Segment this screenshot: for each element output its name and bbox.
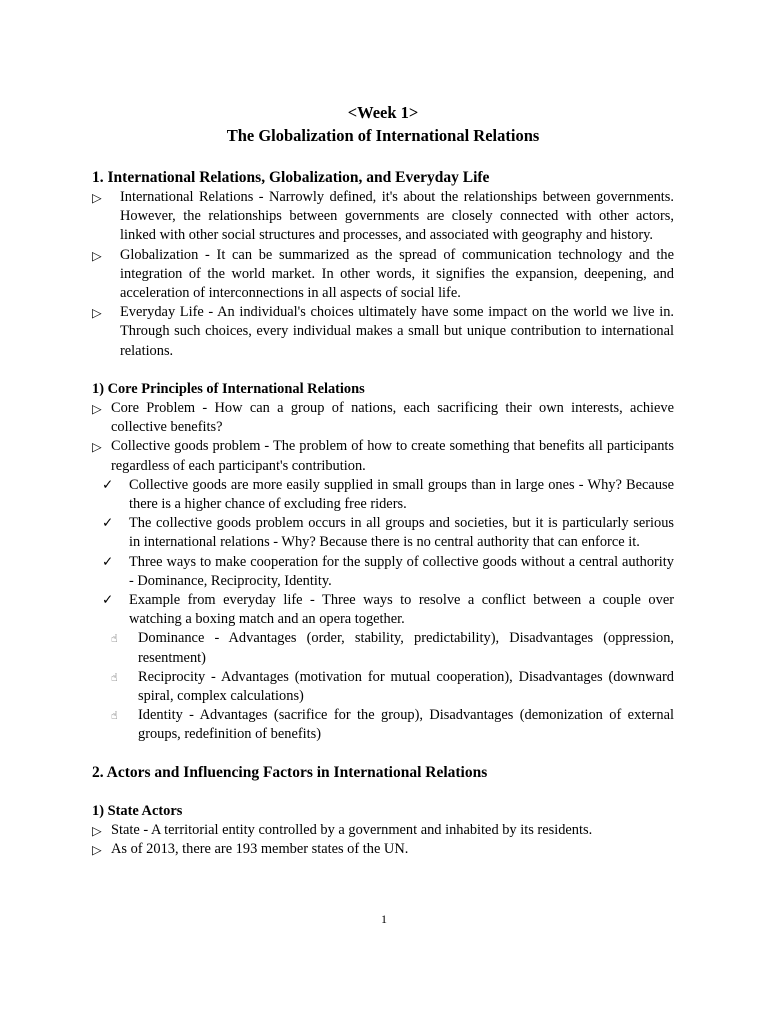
list-item bbox=[92, 821, 674, 840]
check-text: Three ways to make cooperation for the supply of collective goods without a central authority - Dominance, Reciprocity, Identity. bbox=[129, 553, 674, 589]
week-label: <Week 1> bbox=[347, 103, 419, 122]
list-item bbox=[92, 840, 674, 859]
subcheck-text: Identity - Advantages (sacrifice for the group), Disadvantages (demonization of external groups, redefinition of benefits) bbox=[138, 707, 674, 743]
check-mark-icon: ✓ bbox=[102, 515, 114, 532]
check-text: Example from everyday life - Three ways to resolve a conflict between a couple over watching a boxing match and an opera together. bbox=[129, 592, 674, 628]
list-item bbox=[92, 629, 674, 667]
list-item bbox=[92, 246, 674, 304]
list-item bbox=[92, 303, 674, 361]
bullet-text: Globalization - It can be summarized as the spread of communication technology and the integration of the world market. In other words, it signifies the expansion, deepening, and acceleration of interconnections in all aspects of social life. bbox=[120, 246, 674, 302]
list-item bbox=[92, 437, 674, 475]
list-item bbox=[92, 706, 674, 744]
triangle-bullet-icon: ▷ bbox=[92, 305, 102, 321]
triangle-bullet-icon: ▷ bbox=[92, 822, 102, 838]
bullet-text: International Relations - Narrowly defined, it's about the relationships between governments. However, the relationships between governments are closely connected with other actors, linked with other social structures and processes, and associated with geography and history. bbox=[120, 189, 674, 244]
subsection-heading: 1) State Actors bbox=[92, 802, 183, 819]
triangle-bullet-icon: ▷ bbox=[92, 401, 102, 417]
list-item bbox=[92, 514, 674, 552]
bullet-text: Collective goods problem - The problem of how to create something that benefits all participants regardless of each participant's contribution. bbox=[111, 438, 674, 474]
triangle-bullet-icon: ▷ bbox=[92, 190, 102, 205]
section-1-heading: 1. International Relations, Globalization, and Everyday Life bbox=[92, 169, 490, 186]
list-item bbox=[92, 399, 674, 437]
section-2-heading: 2. Actors and Influencing Factors in International Relations bbox=[92, 763, 488, 781]
list-item bbox=[92, 476, 674, 514]
document-page bbox=[92, 101, 674, 859]
bullet-text: As of 2013, there are 193 member states of the UN. bbox=[111, 841, 409, 858]
check-mark-icon: ✓ bbox=[102, 553, 114, 570]
subcheck-text: Dominance - Advantages (order, stability, predictability), Disadvantages (oppression, resentment) bbox=[138, 630, 674, 666]
bullet-text: State - A territorial entity controlled by a government and inhabited by its residents. bbox=[111, 821, 593, 838]
list-item bbox=[92, 591, 674, 629]
list-item bbox=[92, 668, 674, 706]
check-text: The collective goods problem occurs in all groups and societies, but it is particularly serious in international relations - Why? Because there is no central authority that can enforce it. bbox=[129, 515, 674, 551]
page-number: 1 bbox=[381, 912, 387, 926]
list-item bbox=[92, 188, 674, 246]
pointing-hand-icon: ☝ bbox=[111, 709, 118, 723]
pointing-hand-icon: ☝ bbox=[111, 670, 118, 684]
pointing-hand-icon: ☝ bbox=[111, 632, 118, 646]
document-title: The Globalization of International Relations bbox=[226, 126, 540, 145]
check-text: Collective goods are more easily supplied in small groups than in large ones - Why? Because there is a higher chance of excluding free riders. bbox=[129, 476, 674, 513]
subsection-1-heading: 1) Core Principles of International Relations bbox=[92, 380, 365, 397]
check-mark-icon: ✓ bbox=[102, 476, 114, 493]
subcheck-text: Reciprocity - Advantages (motivation for mutual cooperation), Disadvantages (downward spiral, complex calculations) bbox=[138, 668, 674, 705]
triangle-bullet-icon: ▷ bbox=[92, 247, 102, 263]
bullet-text: Everyday Life - An individual's choices ultimately have some impact on the world we live in. Through such choices, every individual makes a small but unique contribution to international relations. bbox=[120, 304, 674, 359]
triangle-bullet-icon: ▷ bbox=[92, 439, 102, 455]
check-mark-icon: ✓ bbox=[102, 592, 114, 609]
list-item bbox=[92, 553, 674, 591]
bullet-text: Core Problem - How can a group of nations, each sacrificing their own interests, achieve collective benefits? bbox=[111, 400, 674, 436]
triangle-bullet-icon: ▷ bbox=[92, 842, 102, 858]
